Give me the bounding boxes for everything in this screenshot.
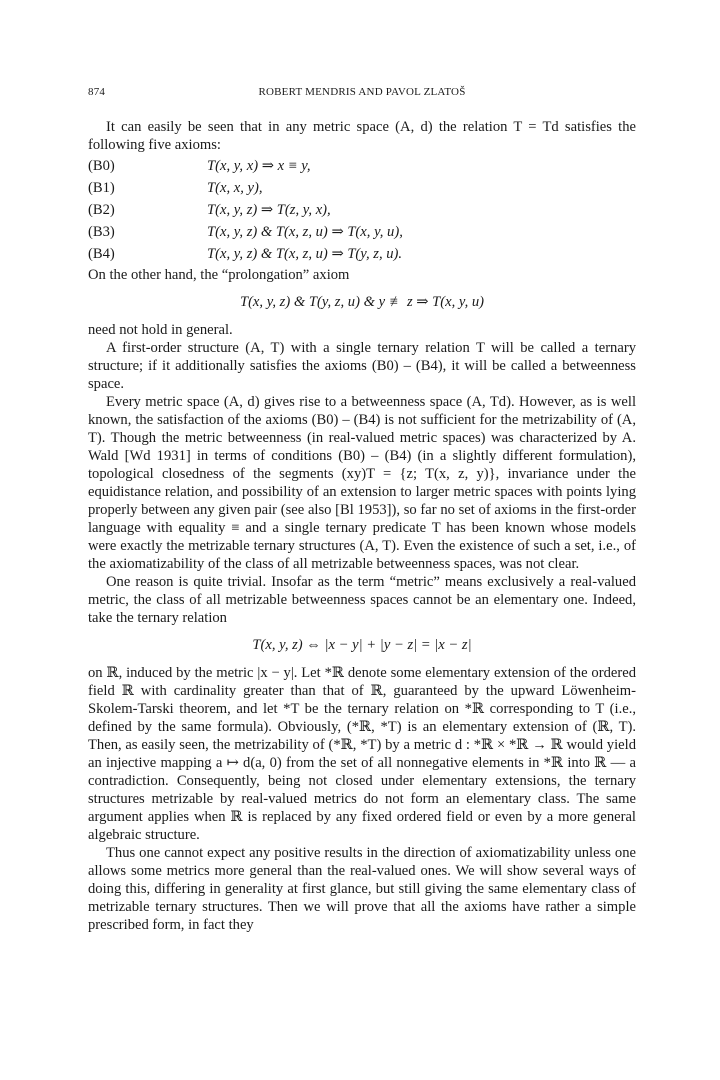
axiom-label: (B4) bbox=[88, 246, 115, 262]
axiom-list bbox=[88, 155, 636, 265]
metric-relation-formula: T(x, y, z) ⇔ |x − y| + |y − z| = |x − z| bbox=[252, 637, 472, 653]
running-head: ROBERT MENDRIS AND PAVOL ZLATOŠ bbox=[258, 86, 466, 98]
prolongation-formula: T(x, y, z) & T(y, z, u) & y ≢ z ⇒ T(x, y, u) bbox=[239, 294, 485, 310]
axiom-b2 bbox=[88, 199, 636, 221]
axiom-b3 bbox=[88, 221, 636, 243]
axiom-formula: T(x, y, x) ⇒ x ≡ y, bbox=[207, 158, 311, 174]
axiom-label: (B2) bbox=[88, 202, 115, 218]
elementary-extension-paragraph: on ℝ, induced by the metric |x − y|. Let *ℝ denote some elementary extension of the ordered field ℝ with cardinality greater than that of ℝ, guaranteed by the upward Löwenheim-Skolem-Tarski theorem, and let *T be the ternary relation on *ℝ corresponding to T (i.e., defined by the same formula). Obviously, (*ℝ, *T) is an elementary extension of (ℝ, T). Then, as easily seen, the metrizability of (*ℝ, *T) by a metric d : *ℝ × *ℝ → ℝ would yield an injective mapping a ↦ d(a, 0) from the set of all nonnegative elements in *ℝ into ℝ — a contradiction. Consequently, being not closed under elementary extensions, the ternary structures metrizable by real-valued metrics do not form an elementary class. The same argument applies when ℝ is replaced by any fixed ordered field or even by a more general algebraic structure. bbox=[88, 665, 636, 843]
axiom-label: (B3) bbox=[88, 224, 115, 240]
page bbox=[88, 86, 636, 934]
metric-space-paragraph: Every metric space (A, d) gives rise to a betweenness space (A, Td). However, as is well known, the satisfaction of the axioms (B0) – (B4) is not sufficient for the metrizability of (A, T). Though the metric betweenness (in real-valued metric spaces) was characterized by A. Wald [Wd 1931] in terms of conditions (B0) – (B4) (in a slightly different formulation), topological closedness of the segments (xy)T = {z; T(x, z, y)}, invariance under the equidistance relation, and possibility of an extension to larger metric spaces with points lying properly between any given pair (see also [Bl 1953]), so far no set of axioms in the first-order language with equality ≡ and a single ternary predicate T has been known whose models were exactly the metrizable ternary structures (A, T). Even the existence of such a set, i.e., of the axiomatizability of the class of all metrizable betweenness spaces, was not clear. bbox=[88, 394, 636, 572]
axiom-label: (B1) bbox=[88, 180, 115, 196]
page-number: 874 bbox=[88, 86, 106, 98]
axiom-formula: T(x, x, y), bbox=[207, 180, 263, 196]
ternary-structure-paragraph: A first-order structure (A, T) with a single ternary relation T will be called a ternary structure; if it additionally satisfies the axioms (B0) – (B4), it will be called a betweenness space. bbox=[88, 340, 636, 392]
axiom-formula: T(x, y, z) & T(x, z, u) ⇒ T(x, y, u), bbox=[207, 224, 403, 240]
axiomatizability-paragraph: Thus one cannot expect any positive results in the direction of axiomatizability unless one allows some metrics more general than the real-valued ones. We will show several ways of doing this, differing in generality at first glance, but still giving the same elementary class of metrizable ternary structures. Then we will prove that all the axioms have rather a simple prescribed form, in fact they bbox=[88, 845, 636, 933]
axiom-b1 bbox=[88, 177, 636, 199]
prolongation-after: need not hold in general. bbox=[88, 322, 233, 338]
reason-paragraph: One reason is quite trivial. Insofar as the term “metric” means exclusively a real-valued metric, the class of all metrizable betweenness spaces cannot be an elementary one. Indeed, take the ternary relation bbox=[88, 574, 636, 626]
article-body bbox=[88, 118, 636, 934]
axiom-b4 bbox=[88, 243, 636, 265]
axiom-formula: T(x, y, z) ⇒ T(z, y, x), bbox=[207, 202, 331, 218]
intro-paragraph: It can easily be seen that in any metric space (A, d) the relation T = Td satisfies the following five axioms: bbox=[88, 119, 636, 153]
axiom-label: (B0) bbox=[88, 158, 115, 174]
page-header bbox=[88, 86, 636, 106]
axiom-formula: T(x, y, z) & T(x, z, u) ⇒ T(y, z, u). bbox=[207, 246, 403, 262]
prolongation-intro: On the other hand, the “prolongation” axiom bbox=[88, 267, 350, 283]
axiom-b0 bbox=[88, 155, 636, 177]
